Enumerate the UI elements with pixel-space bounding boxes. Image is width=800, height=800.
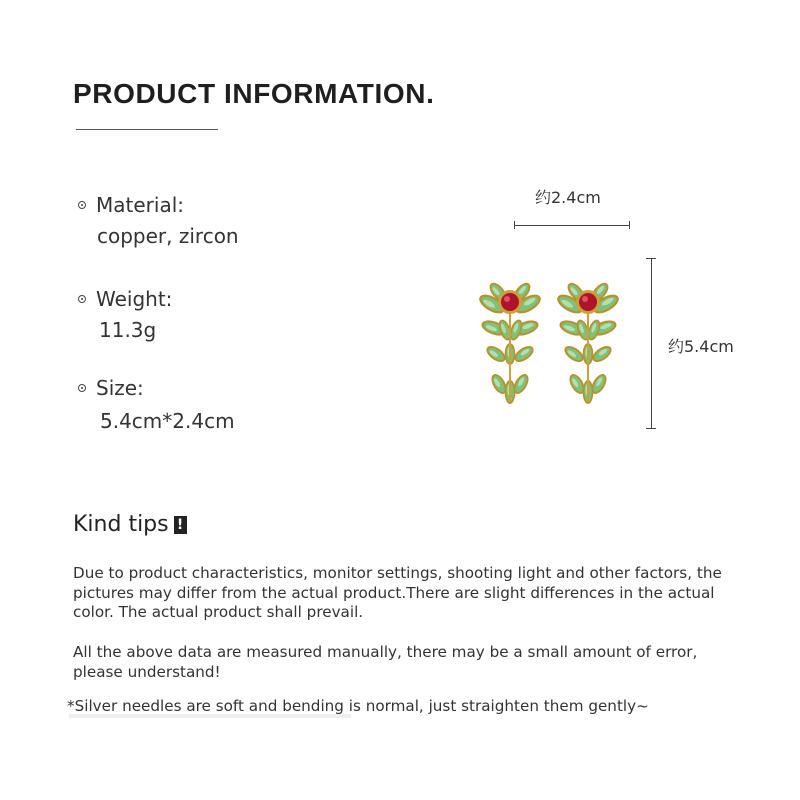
tips-paragraph-2: All the above data are measured manually, there may be a small amount of error, please understand! <box>73 643 698 681</box>
earrings-product-image <box>468 278 640 426</box>
height-dimension-label: 约5.4cm <box>668 337 734 356</box>
spec-value-weight: 11.3g <box>99 318 157 342</box>
spec-label-text: Size: <box>96 376 144 400</box>
spec-value-size: 5.4cm*2.4cm <box>100 409 235 433</box>
bullet-icon <box>78 201 86 209</box>
tips-note: *Silver needles are soft and bending is normal, just straighten them gently~ <box>67 697 649 715</box>
spec-label-text: Material: <box>96 193 184 217</box>
spec-label-text: Weight: <box>96 287 173 311</box>
height-dimension-line <box>651 258 652 429</box>
width-dimension-cap-left <box>514 221 515 229</box>
spec-value-material: copper, zircon <box>97 224 239 248</box>
width-dimension-line <box>514 225 630 226</box>
bullet-icon <box>78 295 86 303</box>
spec-label-material <box>78 193 184 217</box>
kind-tips-title: Kind tips <box>73 512 169 537</box>
width-dimension-cap-right <box>629 221 630 229</box>
spec-label-size <box>78 376 144 400</box>
spec-label-weight <box>78 287 172 311</box>
height-dimension-cap-top <box>646 258 656 259</box>
title-divider <box>76 129 218 130</box>
height-dimension-cap-bottom <box>646 428 656 429</box>
page-title: PRODUCT INFORMATION. <box>73 78 435 109</box>
warning-icon: ! <box>174 516 187 534</box>
kind-tips-heading <box>73 512 187 537</box>
bullet-icon <box>78 384 86 392</box>
width-dimension-label: 约2.4cm <box>535 188 601 207</box>
tips-paragraph-1: Due to product characteristics, monitor settings, shooting light and other factors, the pictures may differ from the actual product.There are slight differences in the actual color. The actual product shall prevail. <box>73 564 722 621</box>
